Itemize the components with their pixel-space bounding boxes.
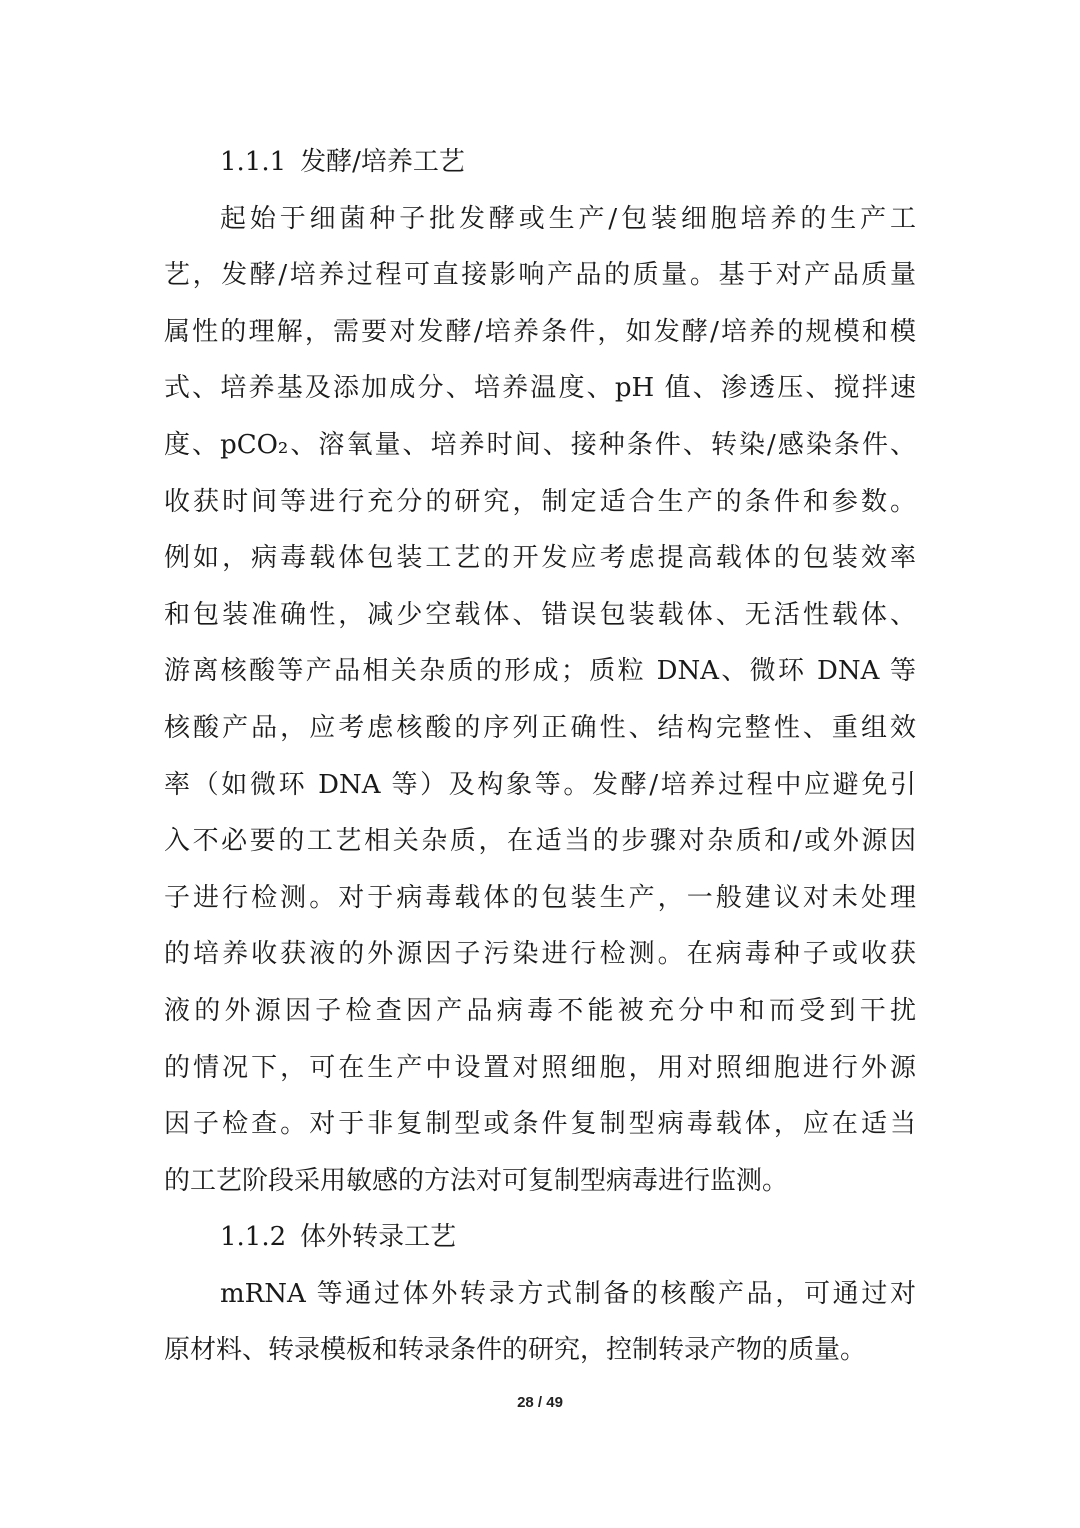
section-title: 发酵/培养工艺 — [300, 147, 465, 177]
paragraph-fermentation — [164, 191, 916, 1210]
section-heading-1-1-2 — [164, 1209, 916, 1266]
section-number: 1.1.1 — [220, 147, 287, 177]
text-line: 率（如微环 DNA 等）及构象等。发酵/培养过程中应避免引 — [164, 769, 916, 800]
text-line: 原材料、转录模板和转录条件的研究，控制转录产物的质量。 — [164, 1335, 867, 1366]
paragraph-in-vitro-transcription — [164, 1266, 916, 1379]
text-line: 艺，发酵/培养过程可直接影响产品的质量。基于对产品质量 — [164, 260, 916, 291]
section-heading-1-1-1 — [164, 134, 916, 191]
text-line: 因子检查。对于非复制型或条件复制型病毒载体，应在适当 — [164, 1109, 916, 1140]
text-line: 收获时间等进行充分的研究，制定适合生产的条件和参数。 — [164, 486, 916, 517]
section-number: 1.1.2 — [220, 1222, 287, 1253]
text-line: 的培养收获液的外源因子污染进行检测。在病毒种子或收获 — [164, 939, 916, 970]
text-line: 子进行检测。对于病毒载体的包装生产，一般建议对未处理 — [164, 882, 916, 913]
text-line: 属性的理解，需要对发酵/培养条件，如发酵/培养的规模和模 — [164, 316, 916, 347]
text-line: 液的外源因子检查因产品病毒不能被充分中和而受到干扰 — [164, 995, 916, 1026]
page-number: 28 / 49 — [517, 1394, 563, 1411]
section-title: 体外转录工艺 — [300, 1222, 457, 1253]
document-body — [164, 134, 916, 1379]
text-line: 例如，病毒载体包装工艺的开发应考虑提高载体的包装效率 — [164, 543, 916, 574]
text-line: 式、培养基及添加成分、培养温度、pH 值、渗透压、搅拌速 — [164, 373, 916, 404]
text-line: 的工艺阶段采用敏感的方法对可复制型病毒进行监测。 — [164, 1165, 789, 1196]
text-line: 入不必要的工艺相关杂质，在适当的步骤对杂质和/或外源因 — [164, 826, 916, 857]
text-line: 起始于细菌种子批发酵或生产/包装细胞培养的生产工 — [220, 203, 916, 234]
text-line: 的情况下，可在生产中设置对照细胞，用对照细胞进行外源 — [164, 1052, 916, 1083]
text-line: mRNA 等通过体外转录方式制备的核酸产品，可通过对 — [220, 1278, 916, 1309]
text-line: 度、pCO₂、溶氧量、培养时间、接种条件、转染/感染条件、 — [164, 429, 916, 460]
text-line: 游离核酸等产品相关杂质的形成；质粒 DNA、微环 DNA 等 — [164, 656, 916, 687]
text-line: 核酸产品，应考虑核酸的序列正确性、结构完整性、重组效 — [164, 712, 916, 743]
text-line: 和包装准确性，减少空载体、错误包装载体、无活性载体、 — [164, 599, 916, 630]
